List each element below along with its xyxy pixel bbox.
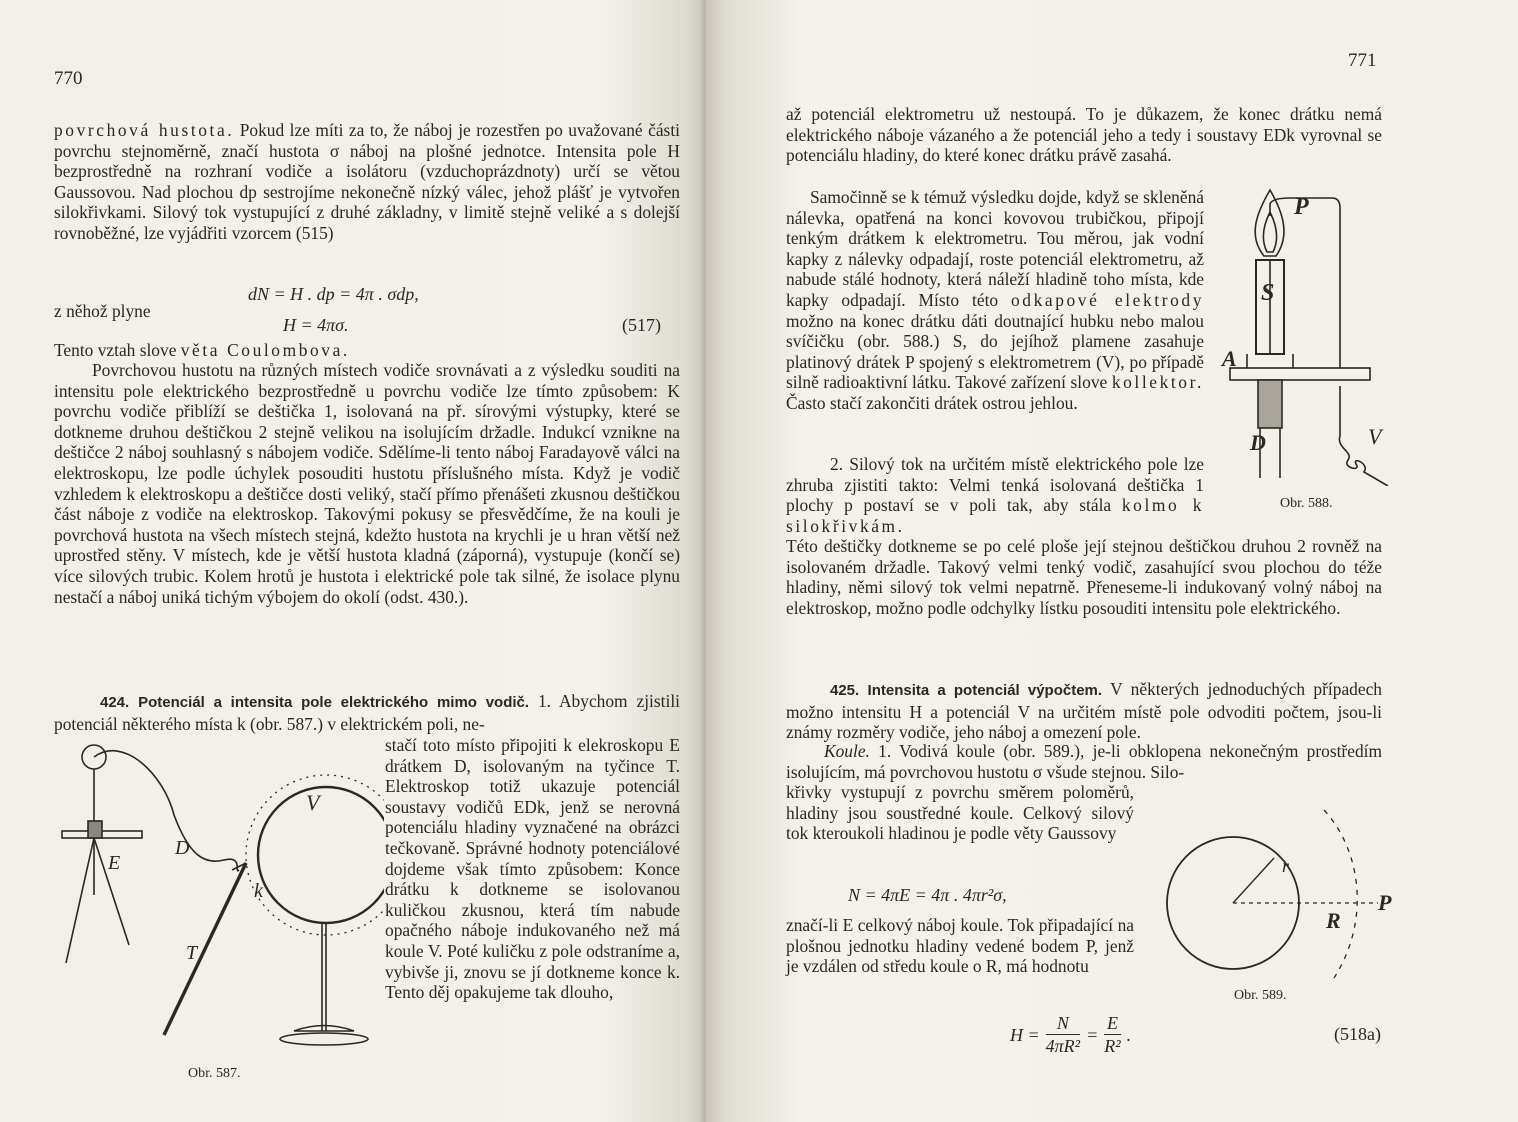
page-number-right: 771 (1348, 50, 1377, 71)
term-povrchova-hustota: povrchová hustota. (54, 120, 235, 140)
figure-588-caption: Obr. 588. (1280, 496, 1333, 511)
fig587-label-k: k (254, 880, 263, 902)
figure-589 (1146, 800, 1386, 980)
paragraph-collector: Samočinně se k témuž výsledku dojde, když se skleněná nálevka, opatřená na konci kovovou trubičkou, připojí tenkým drátkem k elektrometru. Tou měrou, jak vodní kapky z nálevky odpadají, roste potenciál elektrometru, až nabude stálé hodnoty, která náleží hladině toho místa, kde kapky odpadají. Místo této odkapové elektrody možno na konec drátku dáti doutnající hubku nebo malou svíčičku (obr. 588.) S, do jejíhož plamene zasahuje platinový drátek P spojený s elektrometrem (V), po případě silně radioaktivní látku. Takové zařízení slove kollektor. Často stačí zakončiti drátek ostrou jehlou. (786, 187, 1204, 413)
term-kolmo-k-silokrivkam: kolmo k silokřivkám. (786, 495, 1204, 536)
fig587-label-T: T (186, 942, 198, 964)
fig588-label-V: V (1368, 424, 1382, 449)
paragraph-flux-measurement: 2. Silový tok na určitém místě elektrického pole lze zhruba zjistiti takto: Velmi tenká isolovaná deštička 1 plochy p postaví se v poli tak, aby stála kolmo k silokřivkám. (786, 454, 1204, 536)
fig588-label-D: D (1250, 430, 1266, 455)
fig588-label-P: P (1294, 194, 1309, 220)
page-number-left: 770 (54, 68, 83, 89)
fig587-label-D: D (175, 837, 190, 859)
equation-number-518a: (518a) (1334, 1024, 1381, 1044)
formula-H-sphere: H = $\frac{N}{\text{4πR²}}$ = $\frac{E}{\text{R²}}$ . (1010, 1013, 1132, 1056)
text-from-which: z něhož plyne (54, 301, 151, 321)
section-424-number: 424. (100, 694, 130, 711)
fraction-E-over-R2: $\frac{E}{\text{R²}}$ (1104, 1013, 1121, 1056)
fig588-label-A: A (1222, 346, 1237, 371)
section-424-heading: 424. Potenciál a intensita pole elektrického mimo vodič. 1. Abychom zjistili potenciál některého místa k (obr. 587.) v elektrickém poli, ne- (54, 691, 680, 734)
right-page (706, 0, 1518, 1122)
formula-H: H = 4πσ. (283, 315, 349, 335)
term-veta-coulombova: věta Coulombova. (180, 340, 350, 360)
figure-587-caption: Obr. 587. (188, 1066, 241, 1081)
paragraph-surface-density: povrchová hustota. Pokud lze míti za to, že náboj je rozestřen po uvažované části povrchu stejnoměrně, značí hustota σ náboj na plošné jednotce. Intensita pole H bezprostředně na rozhraní vodiče a isolátoru (vzduchoprázdnoty) určí se větou Gaussovou. Nad plochou dp sestrojíme nekonečně nízký válec, jehož plášť je vytvořen silokřivkami. Silový tok vystupující z druhé základny, v limitě stejně veliké a s dolejší rovnoběžné, lze vyjádřiti vzorcem (515) (54, 120, 680, 243)
term-kollektor: kollektor. (1111, 372, 1204, 393)
fig587-label-E: E (108, 852, 121, 874)
paragraph-electrometer: až potenciál elektrometru už nestoupá. To je důkazem, že konec drátku nemá elektrického náboje vázaného a že potenciál jeho a tedy i soustavy EDk vyrovnal se potenciálu hladiny, do které konec drátku právě zasahá. (786, 104, 1382, 166)
paragraph-total-charge: značí-li E celkový náboj koule. Tok připadající na plošnou jednotku hladiny vedené bodem P, jenž je vzdálen od středu koule o R, má hodnotu (786, 915, 1134, 977)
figure-587 (54, 735, 384, 1065)
paragraph-coulomb: Tento vztah slove věta Coulombova. (54, 340, 350, 360)
section-425-title: Intensita a potenciál výpočtem. (867, 682, 1103, 699)
section-425-heading: 425. Intensita a potenciál výpočtem. V některých jednoduchých případech možno intensitu H a potenciál V na určitém místě pole odvoditi počtem, jsou-li známy rozměry vodiče, jeho náboj a omezení pole. (786, 679, 1382, 743)
figure-589-caption: Obr. 589. (1234, 988, 1287, 1003)
fraction-N-over-4piR2: $\frac{N}{\text{4πR²}}$ (1045, 1013, 1081, 1056)
section-424-title: Potenciál a intensita pole elektrického mimo vodič. (138, 694, 530, 711)
paragraph-sphere: Koule. 1. Vodivá koule (obr. 589.), je-li obklopena nekonečným prostředím isolujícím, má povrchovou hustotu σ všude stejnou. Silo- (786, 741, 1382, 782)
fig587-label-V: V (306, 790, 320, 815)
fig589-label-P: P (1378, 890, 1392, 915)
formula-N: N = 4πE = 4π . 4πr²σ, (848, 885, 1007, 905)
section-425-number: 425. (830, 682, 860, 699)
equation-number-517: (517) (622, 315, 661, 335)
fig588-label-S: S (1261, 280, 1275, 306)
paragraph-flux-continued: Této deštičky dotkneme se po celé ploše její stejnou deštičkou druhou 2 rovněž na isolovaném držadle. Takový velmi tenký vodič, zasahující svou plochou do téže hladiny, němi silový tok velmi nepatrně. Přeneseme-li indukovaný volný náboj na elektroskop, možno podle odchylky lístku posouditi intensitu pole elektrického. (786, 536, 1382, 618)
paragraph-density-comparison: Povrchovou hustotu na různých místech vodiče srovnávati a z výsledku souditi na intensitu pole elektrického bezprostředně u povrchu vodiče lze tímto způsobem: K povrchu vodiče přiblíží se deštička 1, isolovaná na př. sírovými výstupky, které se dotkneme druhou deštičkou 2 stejně velikou na isolujícím držadle. Indukcí vznikne na deštičce 2 náboj souhlasný s nábojem vodiče. Sdělíme-li tento náboj Faradayově válci na elektroskopu, lze podle úchylek posouditi hustotu příslušného místa. Když je vodič vzhledem k elektroskopu a deštičce dosti veliký, stačí přímo přenášeti zkusnou deštičkou část náboje z vodiče na elektroskop. Takovými pokusy se přesvědčíme, že na kouli je povrchová hustota na všech místech stejná, kdežto hustota na krychli je u hran větší než uprostřed stěny. V místech, kde je větší hustota kladná (záporná), vystupuje (končí se) více silových trubic. Kolem hrotů je hustota i elektrické pole tak silné, že isolace plynu nestačí a náboj uniká tichým výbojem do okolí (odst. 430.). (54, 360, 680, 607)
fig589-label-R: R (1326, 908, 1341, 933)
term-odkapova-elektroda: odkapové elektrody (1011, 289, 1204, 310)
formula-dN: dN = H . dp = 4π . σdp, (248, 284, 419, 304)
left-page (0, 0, 706, 1122)
paragraph-sphere-column: křivky vystupují z povrchu směrem poloměrů, hladiny jsou soustředné koule. Celkový silový tok kteroukoli hladinou je podle věty Gaussovy (786, 782, 1134, 844)
fig589-label-r: r (1282, 856, 1290, 876)
section-424-column-text: stačí toto místo připojiti k elekroskopu E drátkem D, isolovaným na tyčince T. Elektroskop totiž ukazuje potenciál soustavy vodičů EDk, jenž se nerovná potenciálu hladiny vyznačené na obrázci tečkovaně. Správné hodnoty potenciálové dojdeme však tímto způsobem: Konce drátku k dotkneme se isolovanou kuličkou zkusnou, která tím nabude opačného náboje indukovaného než má koule V. Poté kuličku z pole odstraníme a, vybivše ji, znovu se jí dotkneme konce k. Tento děj opakujeme tak dlouho, (385, 735, 680, 1003)
